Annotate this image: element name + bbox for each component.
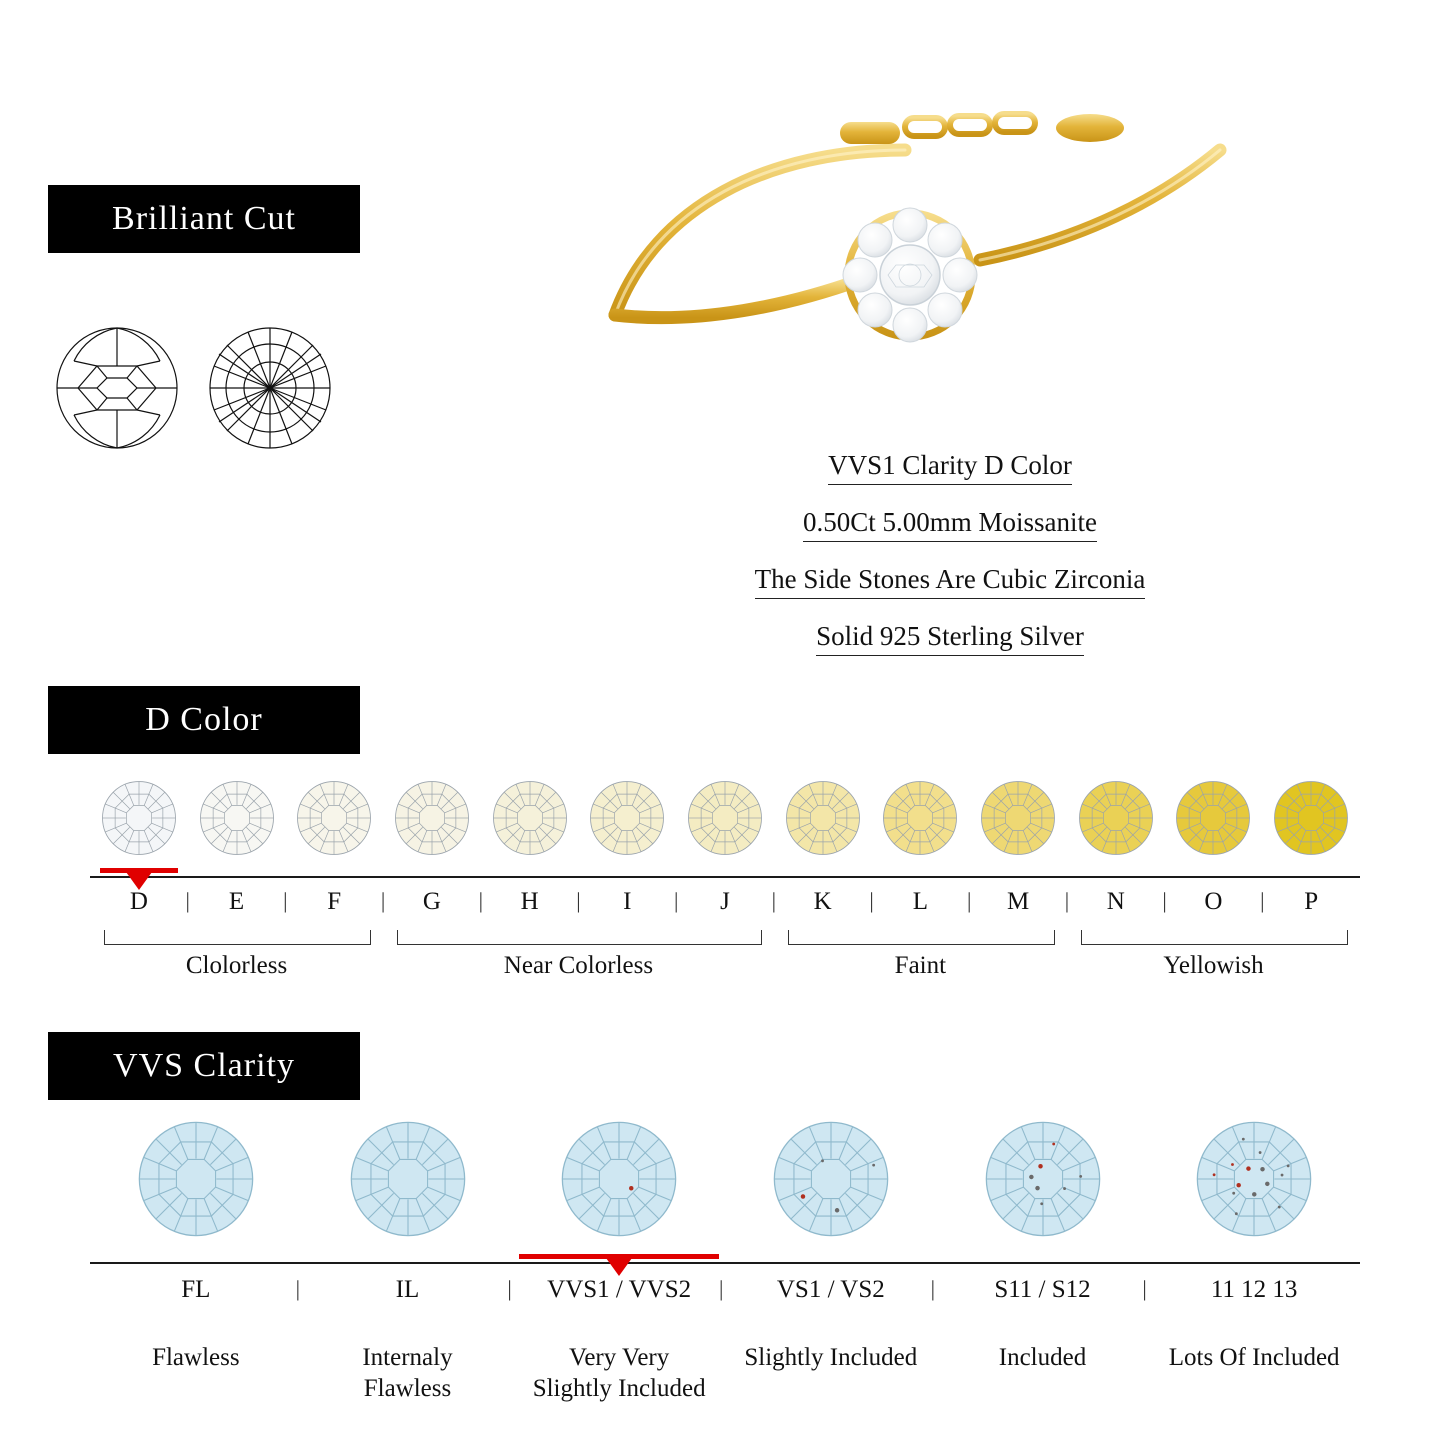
color-grade-separator: |	[967, 888, 972, 913]
color-group-label: Near Colorless	[503, 952, 654, 979]
color-grade-label-o: O	[1204, 888, 1223, 915]
clarity-selected-arrow-icon	[606, 1258, 632, 1276]
clarity-gem-4	[984, 1120, 1102, 1238]
round-brilliant-gem-icon	[882, 780, 958, 856]
color-gem-o	[1175, 780, 1251, 856]
product-image-bracelet	[560, 110, 1260, 410]
color-gem-row	[90, 780, 1360, 858]
spec-text: 0.50Ct 5.00mm Moissanite	[803, 507, 1097, 542]
color-grade-separator: |	[1260, 888, 1265, 913]
brilliant-cut-diagrams	[52, 318, 352, 458]
spec-text: The Side Stones Are Cubic Zirconia	[755, 564, 1146, 599]
color-group-label: Clolorless	[185, 952, 288, 979]
round-brilliant-gem-icon	[137, 1120, 255, 1238]
clarity-grade-separator: |	[930, 1276, 936, 1301]
spec-text: Solid 925 Sterling Silver	[816, 621, 1084, 656]
round-brilliant-gem-icon	[394, 780, 470, 856]
color-gem-l	[882, 780, 958, 856]
color-gem-k	[785, 780, 861, 856]
clarity-gem-1	[349, 1120, 467, 1238]
color-grade-label-n: N	[1106, 888, 1125, 915]
product-spec-list	[620, 452, 1280, 680]
clarity-description: Included	[998, 1344, 1087, 1371]
section-title-vvs-clarity: VVS Clarity	[113, 1047, 295, 1084]
color-group-bracket	[1081, 930, 1348, 945]
round-brilliant-gem-icon	[101, 780, 177, 856]
clarity-grade-label: 11 12 13	[1210, 1276, 1298, 1303]
color-grade-label-f: F	[327, 888, 342, 915]
color-grade-separator: |	[380, 888, 386, 913]
round-brilliant-gem-icon	[785, 780, 861, 856]
clarity-grade-label: S11 / S12	[994, 1276, 1091, 1303]
color-grade-label-d: D	[129, 888, 148, 915]
round-brilliant-gem-icon	[687, 780, 763, 856]
color-grade-label-k: K	[813, 888, 832, 915]
clarity-grade-label: IL	[395, 1276, 420, 1303]
color-gem-i	[589, 780, 665, 856]
round-brilliant-gem-icon	[492, 780, 568, 856]
round-brilliant-gem-icon	[1273, 780, 1349, 856]
section-title-brilliant-cut: Brilliant Cut	[112, 200, 296, 237]
color-grade-label-g: G	[422, 888, 441, 915]
clarity-description: Lots Of Included	[1168, 1344, 1340, 1371]
color-gem-f	[296, 780, 372, 856]
section-title-d-color: D Color	[145, 701, 263, 738]
color-gem-g	[394, 780, 470, 856]
round-brilliant-gem-icon	[296, 780, 372, 856]
spec-line	[620, 509, 1280, 536]
color-grade-scale	[90, 780, 1360, 1010]
round-brilliant-gem-icon	[1195, 1120, 1313, 1238]
color-gem-e	[199, 780, 275, 856]
round-brilliant-gem-icon	[560, 1120, 678, 1238]
color-grade-label-p: P	[1304, 888, 1319, 915]
color-grade-separator: |	[673, 888, 679, 913]
clarity-grade-scale	[90, 1120, 1360, 1420]
color-group-bracket	[104, 930, 371, 945]
color-grade-label-l: L	[912, 888, 929, 915]
clarity-grade-label: VVS1 / VVS2	[547, 1276, 692, 1303]
color-gem-d	[101, 780, 177, 856]
color-grade-separator: |	[185, 888, 190, 913]
clarity-grade-separator: |	[719, 1276, 724, 1301]
section-tag-brilliant-cut	[48, 185, 360, 253]
clarity-grade-separator: |	[507, 1276, 512, 1301]
round-brilliant-gem-icon	[1078, 780, 1154, 856]
color-grade-separator: |	[576, 888, 581, 913]
round-brilliant-gem-icon	[349, 1120, 467, 1238]
color-group-label: Yellowish	[1163, 952, 1264, 979]
section-tag-vvs-clarity	[48, 1032, 360, 1100]
color-gem-h	[492, 780, 568, 856]
round-brilliant-gem-icon	[772, 1120, 890, 1238]
spec-line	[620, 623, 1280, 650]
color-group-bracket	[397, 930, 762, 945]
color-gem-j	[687, 780, 763, 856]
round-brilliant-gem-icon	[199, 780, 275, 856]
color-grade-label-m: M	[1006, 888, 1030, 915]
clarity-grade-label: FL	[181, 1276, 211, 1303]
color-grade-label-h: H	[520, 888, 539, 915]
clarity-description: Slightly Included	[744, 1344, 918, 1371]
section-tag-d-color	[48, 686, 360, 754]
spec-line	[620, 566, 1280, 593]
color-grade-label-j: J	[720, 888, 730, 915]
color-grade-separator: |	[478, 888, 483, 913]
clarity-grade-separator: |	[1142, 1276, 1147, 1301]
color-grade-separator: |	[283, 888, 288, 913]
color-grade-label-i: I	[623, 888, 632, 915]
clarity-gem-3	[772, 1120, 890, 1238]
color-group-bracket	[788, 930, 1055, 945]
color-grade-labels	[90, 888, 1360, 922]
round-brilliant-gem-icon	[589, 780, 665, 856]
clarity-description: Internaly Flawless	[362, 1344, 453, 1403]
bracelet-illustration	[560, 110, 1260, 410]
color-grade-label-e: E	[228, 888, 245, 915]
color-gem-p	[1273, 780, 1349, 856]
clarity-gem-0	[137, 1120, 255, 1238]
clarity-gem-2	[560, 1120, 678, 1238]
color-grade-separator: |	[869, 888, 874, 913]
diamond-pavilion-view-icon	[210, 328, 330, 448]
color-grade-separator: |	[1064, 888, 1070, 913]
cut-diagram-svg	[52, 318, 352, 458]
color-gem-n	[1078, 780, 1154, 856]
clarity-axis-line	[90, 1262, 1360, 1264]
spec-line	[620, 452, 1280, 479]
round-brilliant-gem-icon	[984, 1120, 1102, 1238]
color-gem-m	[980, 780, 1056, 856]
diamond-crown-view-icon	[57, 328, 177, 448]
color-grade-separator: |	[1162, 888, 1167, 913]
round-brilliant-gem-icon	[980, 780, 1056, 856]
color-group-label: Faint	[894, 952, 947, 979]
clarity-grade-separator: |	[295, 1276, 301, 1301]
round-brilliant-gem-icon	[1175, 780, 1251, 856]
color-axis-line	[90, 876, 1360, 878]
clarity-description: Flawless	[152, 1344, 240, 1371]
color-grade-separator: |	[771, 888, 777, 913]
clarity-description: Very Very Slightly Included	[532, 1344, 706, 1403]
clarity-gem-5	[1195, 1120, 1313, 1238]
clarity-grade-label: VS1 / VS2	[776, 1276, 885, 1303]
spec-text: VVS1 Clarity D Color	[828, 450, 1072, 485]
